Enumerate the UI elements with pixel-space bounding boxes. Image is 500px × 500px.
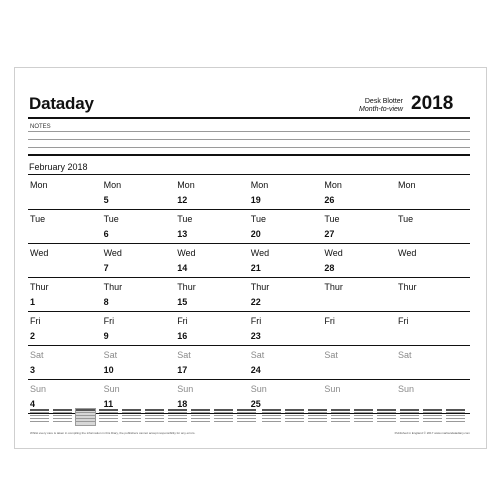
mini-calendar	[423, 409, 442, 425]
day-cell[interactable]	[322, 176, 395, 209]
day-number: 20	[250, 229, 261, 239]
day-cell[interactable]	[102, 312, 175, 345]
disclaimer-text: Whilst every care is taken in compiling the information in this Diary, the publishers cannot accept responsibility for any errors.	[30, 431, 196, 435]
day-name: Fri	[30, 316, 41, 326]
year-label: 2018	[411, 93, 454, 114]
mini-calendar	[191, 409, 210, 425]
mini-calendar	[30, 409, 49, 425]
day-name: Sun	[30, 384, 47, 394]
publisher-text: Published in England © 2017 www.martiandatadiary.com	[394, 431, 470, 435]
day-name: Mon	[103, 180, 122, 190]
day-name: Sun	[324, 384, 341, 394]
day-name: Wed	[177, 248, 196, 258]
day-name: Mon	[30, 180, 48, 190]
day-name: Thur	[250, 282, 270, 292]
day-number: 3	[30, 365, 36, 375]
day-cell[interactable]	[175, 312, 248, 345]
day-name: Mon	[324, 180, 342, 190]
weekday-row-wed	[28, 244, 470, 278]
weekday-row-thu	[28, 278, 470, 312]
day-name: Tue	[324, 214, 340, 224]
mini-calendar	[377, 409, 396, 425]
day-name: Thur	[30, 282, 49, 292]
day-name: Mon	[398, 180, 416, 190]
day-name: Sat	[250, 350, 265, 360]
subtitle-month-to-view: Month-to-view	[359, 106, 403, 113]
day-number: 24	[250, 365, 261, 375]
day-number: 26	[324, 195, 335, 205]
day-number: 28	[324, 263, 335, 273]
day-cell[interactable]	[249, 210, 322, 243]
day-name: Sun	[250, 384, 267, 394]
day-name: Fri	[103, 316, 115, 326]
day-number: 27	[324, 229, 335, 239]
day-cell[interactable]	[322, 210, 395, 243]
day-number: 19	[250, 195, 261, 205]
mini-calendar	[168, 409, 187, 425]
weekday-row-sat	[28, 346, 470, 380]
day-cell[interactable]	[28, 312, 101, 345]
month-title: February 2018	[29, 162, 88, 172]
day-cell[interactable]	[102, 278, 175, 311]
day-name: Fri	[250, 316, 262, 326]
day-cell[interactable]	[28, 278, 101, 311]
day-number: 21	[250, 263, 261, 273]
mini-calendar	[122, 409, 141, 425]
day-name: Wed	[398, 248, 417, 258]
day-number: 8	[103, 297, 109, 307]
day-number: 17	[177, 365, 188, 375]
day-cell[interactable]	[249, 244, 322, 277]
mini-calendar	[99, 409, 118, 425]
day-name: Sun	[398, 384, 415, 394]
brand-title: Dataday	[29, 94, 94, 113]
day-name: Tue	[250, 214, 266, 224]
day-name: Tue	[398, 214, 414, 224]
day-name: Thur	[103, 282, 123, 292]
day-name: Thur	[324, 282, 343, 292]
day-name: Wed	[103, 248, 122, 258]
day-cell[interactable]	[396, 346, 469, 379]
day-cell[interactable]	[396, 312, 469, 345]
calendar-grid	[28, 176, 470, 414]
day-cell[interactable]	[249, 176, 322, 209]
day-number: 15	[177, 297, 188, 307]
day-name: Wed	[30, 248, 49, 258]
day-name: Sat	[30, 350, 44, 360]
notes-label: NOTES	[30, 124, 51, 130]
day-cell[interactable]	[175, 278, 248, 311]
day-name: Fri	[177, 316, 188, 326]
year-planner-strip	[30, 409, 472, 431]
weekday-row-tue	[28, 210, 470, 244]
day-number: 6	[103, 229, 109, 239]
day-name: Sun	[103, 384, 120, 394]
day-cell[interactable]	[396, 210, 469, 243]
day-number: 16	[177, 331, 188, 341]
day-cell[interactable]	[249, 312, 322, 345]
day-cell[interactable]	[102, 176, 175, 209]
day-name: Mon	[177, 180, 195, 190]
notes-line	[28, 147, 470, 148]
mini-calendar	[145, 409, 164, 425]
day-cell[interactable]	[249, 346, 322, 379]
mini-calendar	[53, 409, 72, 425]
day-number: 14	[177, 263, 188, 273]
day-name: Sat	[398, 350, 412, 360]
notes-bottom-rule	[28, 154, 470, 156]
month-rule	[28, 174, 470, 175]
day-cell[interactable]	[28, 176, 101, 209]
day-cell[interactable]	[322, 278, 395, 311]
day-cell[interactable]	[322, 312, 395, 345]
day-cell[interactable]	[175, 210, 248, 243]
day-number: 5	[103, 195, 109, 205]
notes-line	[28, 131, 470, 132]
day-name: Tue	[30, 214, 46, 224]
day-cell[interactable]	[28, 244, 101, 277]
day-cell[interactable]	[396, 244, 469, 277]
mini-calendar	[285, 409, 304, 425]
day-cell[interactable]	[175, 346, 248, 379]
mini-calendar	[354, 409, 373, 425]
weekday-row-mon	[28, 176, 470, 210]
day-number: 7	[103, 263, 109, 273]
day-cell[interactable]	[102, 346, 175, 379]
day-cell[interactable]	[396, 176, 469, 209]
mini-calendar	[400, 409, 419, 425]
day-number: 13	[177, 229, 188, 239]
mini-calendar	[262, 409, 281, 425]
day-name: Sat	[324, 350, 338, 360]
day-name: Tue	[103, 214, 119, 224]
day-name: Thur	[398, 282, 417, 292]
day-name: Sat	[177, 350, 191, 360]
day-cell[interactable]	[249, 278, 322, 311]
day-cell[interactable]	[175, 244, 248, 277]
day-cell[interactable]	[322, 244, 395, 277]
day-cell[interactable]	[28, 346, 101, 379]
day-number: 23	[250, 331, 261, 341]
day-name: Mon	[250, 180, 269, 190]
day-cell[interactable]	[28, 210, 101, 243]
day-number: 1	[30, 297, 36, 307]
day-name: Thur	[177, 282, 196, 292]
day-cell[interactable]	[102, 244, 175, 277]
day-number: 12	[177, 195, 188, 205]
day-number: 25	[250, 399, 261, 409]
day-number: 2	[30, 331, 36, 341]
day-cell[interactable]	[175, 176, 248, 209]
day-cell[interactable]	[396, 278, 469, 311]
day-name: Sat	[103, 350, 118, 360]
day-number: 11	[103, 399, 114, 409]
mini-calendar	[308, 409, 327, 425]
day-number: 10	[103, 365, 114, 375]
subtitle-desk-blotter: Desk Blotter	[364, 98, 403, 105]
day-name: Tue	[177, 214, 193, 224]
day-number: 9	[103, 331, 109, 341]
weekday-row-fri	[28, 312, 470, 346]
day-name: Sun	[177, 384, 194, 394]
notes-line	[28, 139, 470, 140]
mini-calendar	[214, 409, 233, 425]
day-cell[interactable]	[102, 210, 175, 243]
day-cell[interactable]	[322, 346, 395, 379]
day-number: 22	[250, 297, 261, 307]
day-name: Fri	[324, 316, 335, 326]
day-number: 18	[177, 399, 188, 409]
header-rule	[28, 117, 470, 119]
mini-calendar	[237, 409, 256, 425]
mini-calendar	[76, 409, 95, 425]
mini-calendar	[331, 409, 350, 425]
day-number: 4	[30, 399, 36, 409]
day-name: Wed	[250, 248, 270, 258]
day-name: Fri	[398, 316, 409, 326]
mini-calendar	[446, 409, 465, 425]
day-name: Wed	[324, 248, 343, 258]
